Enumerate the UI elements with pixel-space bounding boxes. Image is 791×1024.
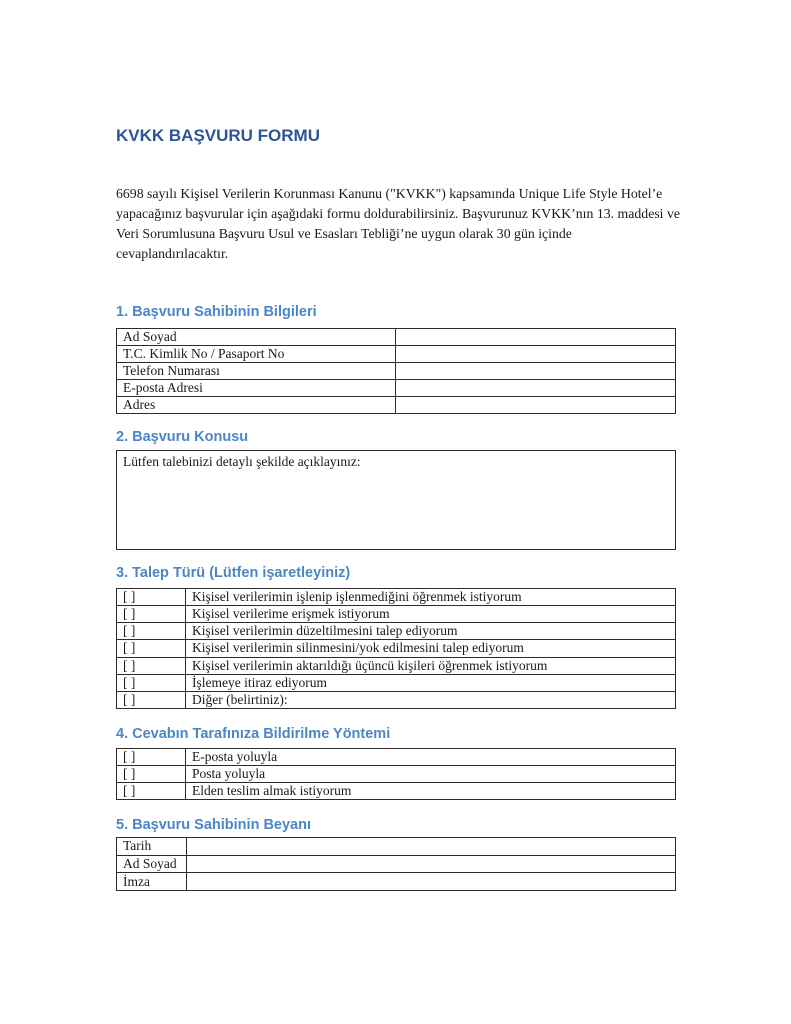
table-row	[117, 783, 676, 800]
field-value-cell[interactable]	[187, 838, 676, 856]
field-value-cell[interactable]	[187, 855, 676, 873]
request-option-label: Kişisel verilerimin düzeltilmesini talep ediyorum	[186, 623, 676, 640]
section-2-heading: 2. Başvuru Konusu	[116, 429, 249, 445]
field-label-tarih: Tarih	[117, 838, 187, 856]
checkbox-cell[interactable]: [ ]	[117, 623, 186, 640]
section-5-heading: 5. Başvuru Sahibinin Beyanı	[116, 817, 311, 833]
subject-prompt: Lütfen talebinizi detaylı şekilde açıklayınız:	[123, 454, 361, 469]
section-4-heading: 4. Cevabın Tarafınıza Bildirilme Yöntemi	[116, 726, 391, 742]
field-label-imza: İmza	[117, 873, 187, 891]
subject-input-area[interactable]	[116, 450, 676, 550]
table-row	[117, 329, 676, 346]
table-row	[117, 838, 676, 856]
response-option-label: Posta yoluyla	[186, 766, 676, 783]
table-row	[117, 749, 676, 766]
table-row	[117, 855, 676, 873]
request-option-label: Kişisel verilerime erişmek istiyorum	[186, 606, 676, 623]
checkbox-cell[interactable]: [ ]	[117, 606, 186, 623]
field-value-cell[interactable]	[396, 363, 676, 380]
field-value-cell[interactable]	[187, 873, 676, 891]
checkbox-cell[interactable]: [ ]	[117, 674, 186, 691]
request-option-label: Kişisel verilerimin işlenip işlenmediğini öğrenmek istiyorum	[186, 589, 676, 606]
table-row	[117, 691, 676, 708]
response-option-label: E-posta yoluyla	[186, 749, 676, 766]
response-method-table	[116, 748, 676, 800]
field-label-ad-soyad: Ad Soyad	[117, 329, 396, 346]
table-row	[117, 766, 676, 783]
intro-paragraph: 6698 sayılı Kişisel Verilerin Korunması Kanunu ("KVKK") kapsamında Unique Life Style Hotel’e yapacağınız başvurular için aşağıdaki formu doldurabilirsiniz. Başvurunuz KVKK’nın 13. maddesi ve Veri Sorumlusuna Başvuru Usul ve Esasları Tebliği’ne uygun olarak 30 gün içinde cevaplandırılacaktır.	[116, 186, 680, 261]
response-option-label: Elden teslim almak istiyorum	[186, 783, 676, 800]
applicant-info-table	[116, 328, 676, 414]
request-option-label: Kişisel verilerimin aktarıldığı üçüncü kişileri öğrenmek istiyorum	[186, 657, 676, 674]
field-value-cell[interactable]	[396, 380, 676, 397]
table-row	[117, 606, 676, 623]
field-label-kimlik-no: T.C. Kimlik No / Pasaport No	[117, 346, 396, 363]
table-row	[117, 380, 676, 397]
field-value-cell[interactable]	[396, 329, 676, 346]
table-row	[117, 623, 676, 640]
table-row	[117, 397, 676, 414]
section-3-heading: 3. Talep Türü (Lütfen işaretleyiniz)	[116, 565, 351, 581]
field-label-ad-soyad-beyan: Ad Soyad	[117, 855, 187, 873]
checkbox-cell[interactable]: [ ]	[117, 640, 186, 657]
field-label-adres: Adres	[117, 397, 396, 414]
table-row	[117, 589, 676, 606]
request-type-table	[116, 588, 676, 709]
table-row	[117, 346, 676, 363]
checkbox-cell[interactable]: [ ]	[117, 691, 186, 708]
table-row	[117, 363, 676, 380]
request-option-label: Diğer (belirtiniz):	[186, 691, 676, 708]
field-label-eposta: E-posta Adresi	[117, 380, 396, 397]
page-title: KVKK BAŞVURU FORMU	[116, 126, 320, 145]
declaration-table	[116, 837, 676, 891]
checkbox-cell[interactable]: [ ]	[117, 657, 186, 674]
checkbox-cell[interactable]: [ ]	[117, 589, 186, 606]
table-row	[117, 674, 676, 691]
table-row	[117, 873, 676, 891]
checkbox-cell[interactable]: [ ]	[117, 783, 186, 800]
request-option-label: İşlemeye itiraz ediyorum	[186, 674, 676, 691]
checkbox-cell[interactable]: [ ]	[117, 749, 186, 766]
checkbox-cell[interactable]: [ ]	[117, 766, 186, 783]
table-row	[117, 657, 676, 674]
section-1-heading: 1. Başvuru Sahibinin Bilgileri	[116, 304, 317, 320]
field-value-cell[interactable]	[396, 346, 676, 363]
table-row	[117, 640, 676, 657]
field-value-cell[interactable]	[396, 397, 676, 414]
field-label-telefon: Telefon Numarası	[117, 363, 396, 380]
request-option-label: Kişisel verilerimin silinmesini/yok edilmesini talep ediyorum	[186, 640, 676, 657]
